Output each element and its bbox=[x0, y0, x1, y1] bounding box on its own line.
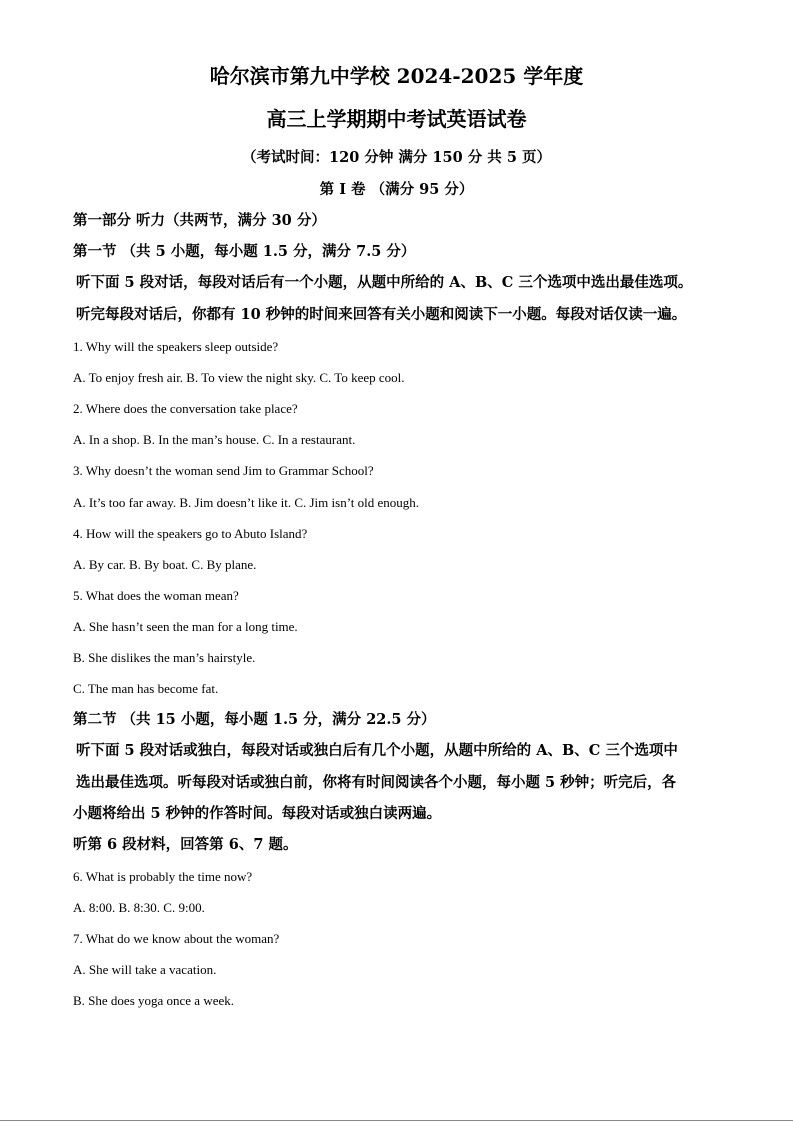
question-5: 5. What does the woman mean? bbox=[73, 588, 239, 603]
section-2-instruction-line-2: 选出最佳选项。听每段对话或独白前，你将有时间阅读各个小题，每小题 5 秒钟；听完后，各 bbox=[76, 774, 677, 791]
exam-title-line-1: 哈尔滨市第九中学校 2024-2025 学年度 bbox=[209, 64, 584, 88]
question-5-option-a: A. She hasn’t seen the man for a long time. bbox=[73, 619, 298, 634]
section-2-instruction-line-1: 听下面 5 段对话或独白，每段对话或独白后有几个小题，从题中所给的 A、B、C 三个选项中 bbox=[76, 742, 678, 759]
section-1-instruction-line-1: 听下面 5 段对话，每段对话后有一个小题，从题中所给的 A、B、C 三个选项中选出最佳选项。 bbox=[76, 274, 693, 291]
section-2-heading: 第二节 （共 15 小题，每小题 1.5 分，满分 22.5 分） bbox=[73, 711, 436, 728]
question-7: 7. What do we know about the woman? bbox=[73, 931, 280, 946]
question-7-option-b: B. She does yoga once a week. bbox=[73, 993, 235, 1008]
question-7-option-a: A. She will take a vacation. bbox=[73, 962, 217, 977]
page-bottom-divider bbox=[0, 1120, 793, 1121]
question-1: 1. Why will the speakers sleep outside? bbox=[73, 339, 279, 354]
exam-info: （考试时间：120 分钟 满分 150 分 共 5 页） bbox=[242, 149, 551, 166]
question-4-options: A. By car. B. By boat. C. By plane. bbox=[73, 557, 257, 572]
question-6-options: A. 8:00. B. 8:30. C. 9:00. bbox=[73, 900, 205, 915]
question-1-options: A. To enjoy fresh air. B. To view the night sky. C. To keep cool. bbox=[73, 370, 405, 385]
section-1-instruction-line-2: 听完每段对话后，你都有 10 秒钟的时间来回答有关小题和阅读下一小题。每段对话仅读一遍。 bbox=[76, 306, 687, 323]
part-1-heading: 第一部分 听力（共两节，满分 30 分） bbox=[73, 212, 326, 229]
volume-heading: 第 I 卷 （满分 95 分） bbox=[319, 181, 474, 198]
question-5-option-c: C. The man has become fat. bbox=[73, 681, 219, 696]
material-6-heading: 听第 6 段材料，回答第 6、7 题。 bbox=[73, 836, 298, 853]
exam-title-line-2: 高三上学期期中考试英语试卷 bbox=[266, 107, 527, 131]
question-2-options: A. In a shop. B. In the man’s house. C. In a restaurant. bbox=[73, 432, 356, 447]
question-3-options: A. It’s too far away. B. Jim doesn’t like it. C. Jim isn’t old enough. bbox=[73, 495, 420, 510]
question-6: 6. What is probably the time now? bbox=[73, 869, 253, 884]
question-2: 2. Where does the conversation take place? bbox=[73, 401, 298, 416]
section-2-instruction-line-3: 小题将给出 5 秒钟的作答时间。每段对话或独白读两遍。 bbox=[73, 805, 442, 822]
question-4: 4. How will the speakers go to Abuto Island? bbox=[73, 526, 308, 541]
question-3: 3. Why doesn’t the woman send Jim to Grammar School? bbox=[73, 463, 374, 478]
question-5-option-b: B. She dislikes the man’s hairstyle. bbox=[73, 650, 256, 665]
section-1-heading: 第一节 （共 5 小题，每小题 1.5 分，满分 7.5 分） bbox=[73, 243, 416, 260]
